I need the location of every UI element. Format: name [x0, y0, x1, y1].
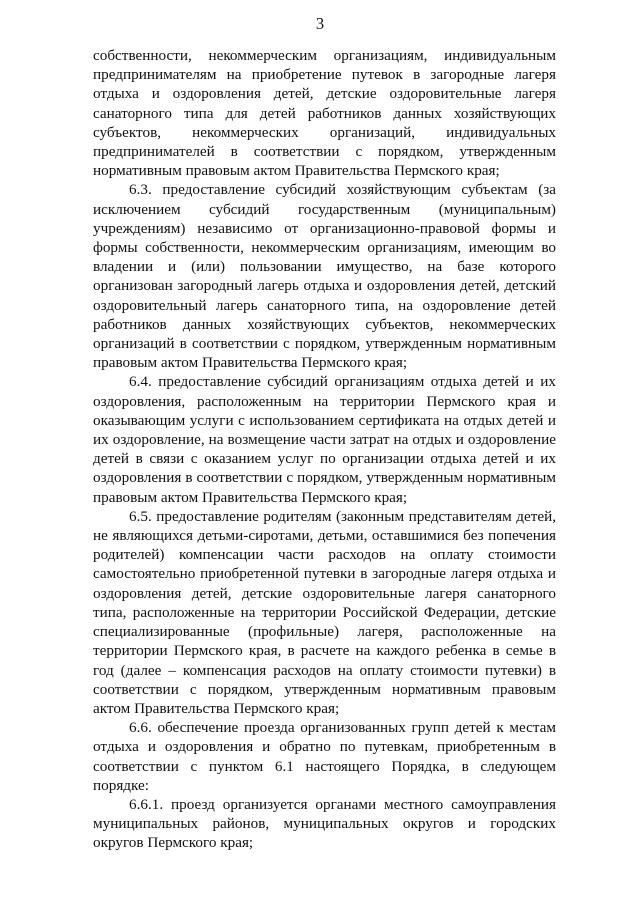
page-number: 3 [315, 14, 325, 33]
paragraph-6-5: 6.5. предоставление родителям (законным представителям детей, не являющихся детьми-сиротами, детьми, оставшимися без попечения родителей) компенсации части расходов на оплату стоимости самостоятельно приобретенной путевки в загородные лагеря отдыха и оздоровления детей, детские оздоровительные лагеря санаторного типа, расположенные на территории Российской Федерации, детские специализированные (профильные) лагеря, расположенные на территории Пермского края, в расчете на каждого ребенка в семье в год (далее – компенсация расходов на оплату стоимости путевки) в соответствии с порядком, утвержденным нормативным правовым актом Правительства Пермского края; [93, 507, 556, 717]
document-body [93, 46, 556, 853]
paragraph-continuation: собственности, некоммерческим организациям, индивидуальным предпринимателям на приобретение путевок в загородные лагеря отдыха и оздоровления детей, детские оздоровительные лагеря санаторного типа для детей работников данных хозяйствующих субъектов, некоммерческих организаций, индивидуальных предпринимателей в соответствии с порядком, утвержденным нормативным правовым актом Правительства Пермского края; [93, 47, 556, 180]
paragraph-6-4: 6.4. предоставление субсидий организациям отдыха детей и их оздоровления, расположенным на территории Пермского края и оказывающим услуги с использованием сертификата на отдых детей и их оздоровление, на возмещение части затрат на отдых и оздоровление детей в связи с оказанием услуг по организации отдыха детей и их оздоровления в соответствии с порядком, утвержденным нормативным правовым актом Правительства Пермского края; [93, 373, 556, 506]
paragraph-6-6: 6.6. обеспечение проезда организованных групп детей к местам отдыха и оздоровления и обратно по путевкам, приобретенным в соответствии с пунктом 6.1 настоящего Порядка, в следующем порядке: [93, 719, 556, 794]
paragraph-6-3: 6.3. предоставление субсидий хозяйствующим субъектам (за исключением субсидий государственным (муниципальным) учреждениям) независимо от организационно-правовой формы и формы собственности, некоммерческим организациям, имеющим во владении и (или) пользовании имущество, на базе которого организован загородный лагерь отдыха и оздоровления детей, детский оздоровительный лагерь санаторного типа, на оздоровление детей работников данных хозяйствующих субъектов, некоммерческих организаций в соответствии с порядком, утвержденным нормативным правовым актом Правительства Пермского края; [93, 181, 556, 372]
paragraph-6-6-1: 6.6.1. проезд организуется органами местного самоуправления муниципальных районов, муниципальных округов и городских округов Пермского края; [93, 795, 556, 852]
